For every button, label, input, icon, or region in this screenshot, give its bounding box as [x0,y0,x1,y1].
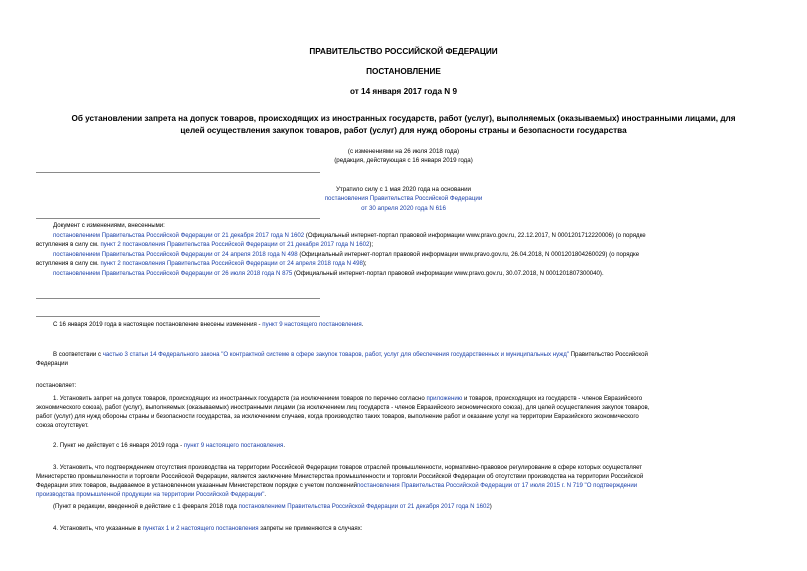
annex-link[interactable]: приложению [426,395,463,402]
point-1-line-3: работ (услуг) для нужд обороны страны и безопасности государства, за исключением случаев, когда производство таких товаров, выполнение работ и оказание услуг на территории Евразийского экономического [36,413,639,420]
title-line-1: Об установлении запрета на допуск товаров, происходящих из иностранных государств, работ (услуг), выполняемых (оказываемых) иностранными лицами, для [71,114,736,123]
expired-notice: Утратило силу с 1 мая 2020 года на основании [336,186,471,193]
point-9-link[interactable]: пункт 9 настоящего постановления [262,321,362,328]
federal-law-link[interactable]: частью 3 статьи 14 Федерального закона "О контрактной системе в сфере закупок товаров, работ, услуг для обеспечения государственных и муниципальных нужд" [102,351,569,358]
decree-719-link-cont[interactable]: производства промышленной продукции на территории Российской Федерации" [36,491,265,498]
change-item-2: постановлением Правительства Российской Федерации от 24 апреля 2018 года N 498 (Официальный интернет-портал правовой информации www.pravo.gov.ru, 26.04.2018, N 0001201804260029) (о порядке [53,251,640,258]
point-4: 4. Установить, что указанные в пунктах 1 и 2 настоящего постановления запреты не применяются в случаях: [53,525,363,532]
edition-change-note: С 16 января 2019 года в настоящее постановление внесены изменения - пункт 9 настоящего постановления. [53,321,364,328]
preamble-cont: Федерации [36,360,68,367]
point-3-line-3: Федерации этих товаров, выдаваемое в установленном указанным Министерством порядке с учетом положенийпостановления Правительства Российской Федерации от 17 июля 2015 г. N 719 "О подтверждении [36,482,638,489]
change-link-1[interactable]: постановлением Правительства Российской Федерации от 21 декабря 2017 года N 1602 [53,232,305,239]
preamble: В соответствии с частью 3 статьи 14 Федерального закона "О контрактной системе в сфере закупок товаров, работ, услуг для обеспечения государственных и муниципальных нужд" Правительство Российской [53,351,648,358]
point-3-line-4: производства промышленной продукции на территории Российской Федерации". [36,491,267,498]
doc-type-heading: ПОСТАНОВЛЕНИЕ [366,67,441,76]
change-item-1-point-link[interactable]: пункт 2 постановления Правительства Российской Федерации от 21 декабря 2017 года N 1602 [100,241,370,248]
change-link-2[interactable]: постановлением Правительства Российской Федерации от 24 апреля 2018 года N 498 [53,251,298,258]
points-1-2-link[interactable]: пунктах 1 и 2 настоящего постановления [142,525,259,532]
edition-note: (редакция, действующая с 16 января 2019 года) [334,157,473,164]
change-item-2-cont: вступления в силу см. пункт 2 постановления Правительства Российской Федерации от 24 апреля 2018 года N 498); [36,260,367,267]
point-1-line-1: 1. Установить запрет на допуск товаров, происходящих из иностранных государств (за исключением товаров по перечню согласно приложению и товаров, происходящих из государств - членов Евразийского [53,395,643,402]
point-1-line-4: союза отсутствует. [36,422,89,429]
divider [36,298,320,299]
change-item-2-point-link[interactable]: пункт 2 постановления Правительства Российской Федерации от 24 апреля 2018 года N 498 [100,260,363,267]
change-link-3[interactable]: постановлением Правительства Российской Федерации от 26 июля 2018 года N 875 [53,270,293,277]
divider [36,316,320,317]
amendments-note: (с изменениями на 26 июля 2018 года) [347,148,460,155]
expired-link-1[interactable]: постановления Правительства Российской Федерации [324,195,483,202]
divider [36,218,320,219]
decree-1602-link[interactable]: постановлением Правительства Российской Федерации от 21 декабря 2017 года N 1602 [238,503,490,510]
decrees-word: постановляет: [36,382,77,389]
divider [36,172,320,173]
government-heading: ПРАВИТЕЛЬСТВО РОССИЙСКОЙ ФЕДЕРАЦИИ [309,47,498,56]
change-item-3: постановлением Правительства Российской Федерации от 26 июля 2018 года N 875 (Официальный интернет-портал правовой информации www.pravo.gov.ru, 30.07.2018, N 0001201807300040). [53,270,604,277]
date-number-heading: от 14 января 2017 года N 9 [349,87,458,96]
point-3-line-1: 3. Установить, что подтверждением отсутствия производства на территории Российской Федерации товаров отраслей промышленности, нормативно-правовое регулирование в сфере которых осуществляет [53,464,643,471]
decree-719-link[interactable]: постановления Правительства Российской Федерации от 17 июля 2015 г. N 719 "О подтверждении [357,482,638,489]
change-item-1: постановлением Правительства Российской Федерации от 21 декабря 2017 года N 1602 (Официальный интернет-портал правовой информации www.pravo.gov.ru, 22.12.2017, N 0001201712220006) (о порядке [53,232,646,239]
title-line-2: целей осуществления закупок товаров, работ (услуг) для нужд обороны страны и безопасности государства [180,126,627,135]
point-3-edit-note: (Пункт в редакции, введенной в действие с 1 февраля 2018 года постановлением Правительства Российской Федерации от 21 декабря 2017 года N 1602) [53,503,492,510]
point-3-line-2: Министерство промышленности и торговли Российской Федерации, является заключение Министерства промышленности и торговли Российской Федерации об отсутствии производства на территории Российской [36,473,644,480]
point-1-line-2: экономического союза), работ (услуг), выполняемых (оказываемых) иностранными лицами (за исключением лиц государств - членов Евразийского экономического союза), для целей осуществления закупок товаров, [36,404,650,411]
point-2: 2. Пункт не действует с 16 января 2019 года - пункт 9 настоящего постановления. [53,442,286,449]
point-2-link[interactable]: пункт 9 настоящего постановления [183,442,284,449]
expired-link-2[interactable]: от 30 апреля 2020 года N 616 [361,205,446,212]
changes-intro: Документ с изменениями, внесенными: [53,222,165,229]
change-item-1-cont: вступления в силу см. пункт 2 постановления Правительства Российской Федерации от 21 декабря 2017 года N 1602); [36,241,374,248]
